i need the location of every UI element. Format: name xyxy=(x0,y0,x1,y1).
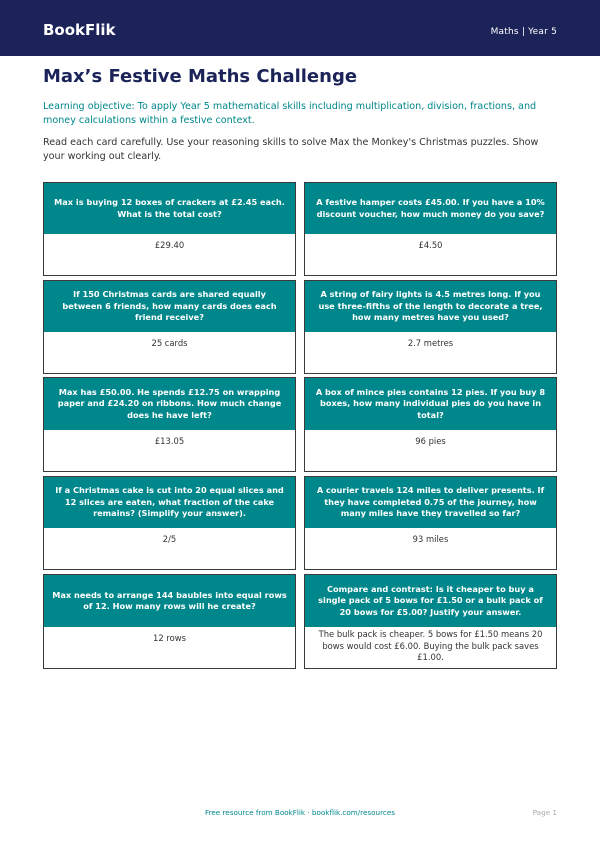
brand-logo[interactable]: BookFlik xyxy=(43,21,116,39)
question-card xyxy=(43,377,296,472)
answer-box: 2/5 xyxy=(44,528,295,569)
question-card xyxy=(43,280,296,374)
question-text: If a Christmas cake is cut into 20 equal slices and 12 slices are eaten, what fraction of the cake remains? (Simplify your answer). xyxy=(44,477,295,528)
header-bar xyxy=(0,0,600,56)
question-card xyxy=(304,377,557,472)
answer-box: 93 miles xyxy=(305,528,556,569)
instructions: Read each card carefully. Use your reasoning skills to solve Max the Monkey's Christmas puzzles. Show your working out clearly. xyxy=(43,137,539,162)
question-card xyxy=(43,574,296,669)
question-text: A string of fairy lights is 4.5 metres long. If you use three-fifths of the length to decorate a tree, how many metres have you used? xyxy=(305,281,556,332)
question-card xyxy=(43,182,296,276)
question-text: Max needs to arrange 144 baubles into equal rows of 12. How many rows will he create? xyxy=(44,575,295,627)
answer-box: £29.40 xyxy=(44,234,295,275)
question-text: If 150 Christmas cards are shared equally between 6 friends, how many cards does each friend receive? xyxy=(44,281,295,332)
answer-box: £4.50 xyxy=(305,234,556,275)
answer-box: 2.7 metres xyxy=(305,332,556,373)
question-text: A box of mince pies contains 12 pies. If you buy 8 boxes, how many individual pies do you have in total? xyxy=(305,378,556,430)
answer-box: £13.05 xyxy=(44,430,295,471)
subject-label: Maths | Year 5 xyxy=(490,27,557,37)
page-title: Max’s Festive Maths Challenge xyxy=(43,66,358,87)
question-text: Max has £50.00. He spends £12.75 on wrapping paper and £24.20 on ribbons. How much change does he have left? xyxy=(44,378,295,430)
answer-box: The bulk pack is cheaper. 5 bows for £1.50 means 20 bows would cost £6.00. Buying the bulk pack saves £1.00. xyxy=(305,627,556,668)
question-text: Max is buying 12 boxes of crackers at £2.45 each. What is the total cost? xyxy=(44,183,295,234)
question-card xyxy=(43,476,296,570)
answer-box: 12 rows xyxy=(44,627,295,668)
question-card xyxy=(304,280,557,374)
question-card xyxy=(304,574,557,669)
question-card xyxy=(304,182,557,276)
question-card xyxy=(304,476,557,570)
learning-objective: Learning objective: To apply Year 5 mathematical skills including multiplication, division, fractions, and money calculations within a festive context. xyxy=(43,101,537,126)
page-number: Page 1 xyxy=(532,808,557,817)
footer-resource-link[interactable]: Free resource from BookFlik · bookflik.com/resources xyxy=(204,808,396,817)
answer-box: 25 cards xyxy=(44,332,295,373)
answer-box: 96 pies xyxy=(305,430,556,471)
question-text: Compare and contrast: Is it cheaper to buy a single pack of 5 bows for £1.50 or a bulk pack of 20 bows for £5.00? Justify your answer. xyxy=(305,575,556,627)
question-text: A festive hamper costs £45.00. If you have a 10% discount voucher, how much money do you save? xyxy=(305,183,556,234)
question-text: A courier travels 124 miles to deliver presents. If they have completed 0.75 of the journey, how many miles have they travelled so far? xyxy=(305,477,556,528)
